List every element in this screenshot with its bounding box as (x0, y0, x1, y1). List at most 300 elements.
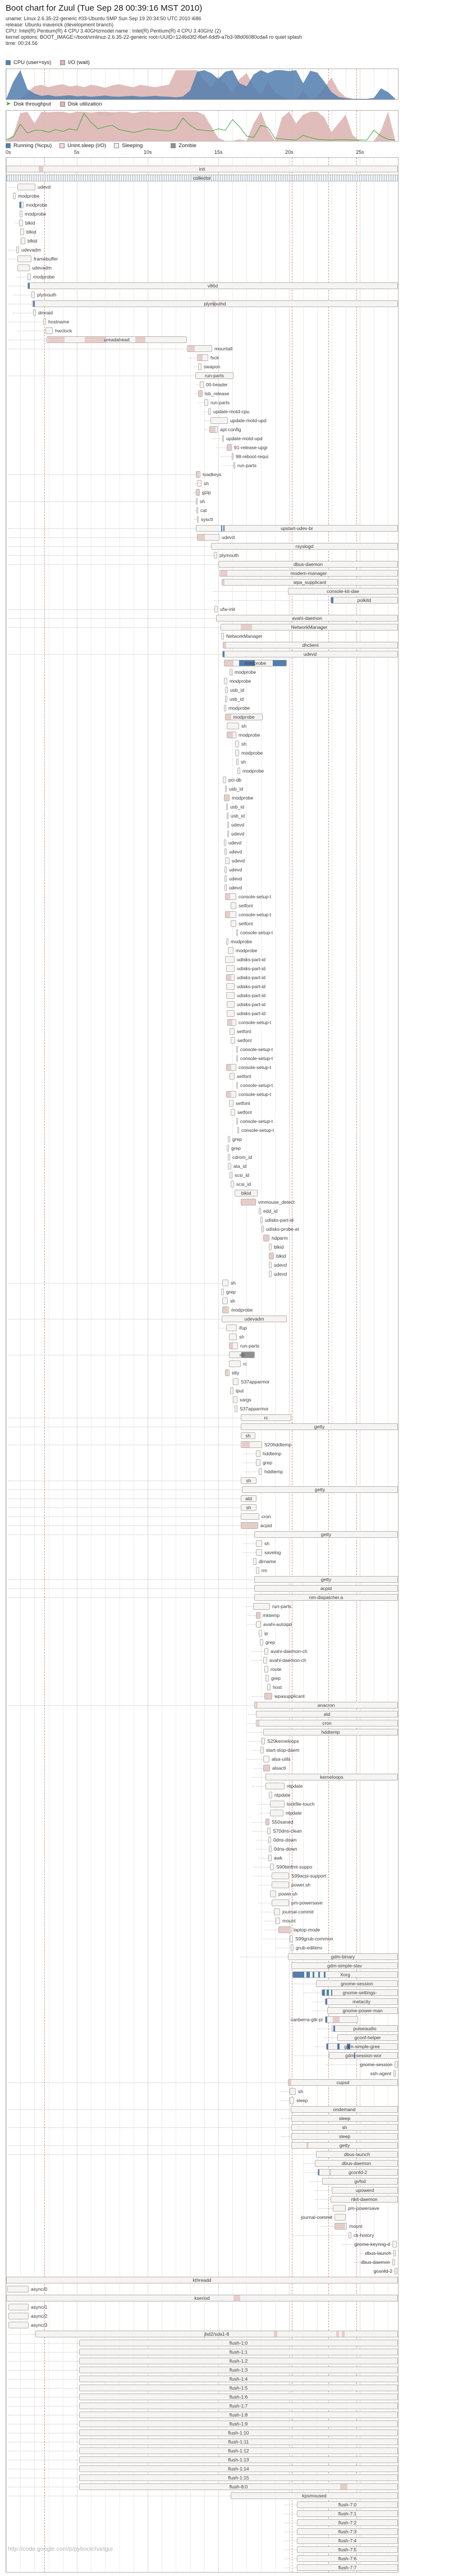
process-bar (268, 1837, 271, 1843)
process-bar (235, 1405, 237, 1412)
process-bar (226, 1324, 237, 1331)
process-label: kseriod (194, 2295, 210, 2301)
process-label: pm-powersave (348, 2205, 379, 2211)
process-bar (226, 1064, 236, 1071)
process-row (6, 497, 398, 506)
process-row (6, 506, 398, 515)
process-bar (290, 2097, 294, 2104)
process-bar (225, 956, 235, 963)
process-bar (230, 1172, 232, 1179)
process-row (6, 1503, 398, 1512)
dependency-leader-line (252, 1660, 263, 1661)
process-row (6, 2464, 398, 2473)
dependency-leader-line (252, 1822, 265, 1823)
process-label: gdm-session-wor (345, 2053, 382, 2058)
process-row (6, 443, 398, 452)
process-label: plymouth (37, 292, 57, 298)
process-bar (227, 723, 239, 729)
process-row (6, 874, 398, 883)
process-label: gnome-keyring-d (354, 2241, 390, 2247)
process-label: gconfd-2 (348, 2169, 368, 2175)
process-label: console-setup-t (239, 1020, 272, 1025)
kernel-options-line: kernel options: BOOT_IMAGE=/boot/vmlinuz-2.6.35-22-generic root=UUID=1246d3f2-f6ef-4dd9-a7b3-98d06080cda4 ro quiet splash (6, 34, 303, 40)
process-row (6, 1045, 398, 1054)
process-row (6, 2446, 398, 2455)
axis-tick-25s: 25s (356, 149, 364, 155)
process-row (6, 1000, 398, 1009)
process-label: dbus-daemon (342, 2161, 371, 2166)
process-bar (226, 803, 228, 810)
process-bar (13, 193, 16, 199)
process-row (6, 1296, 398, 1305)
process-row (6, 2374, 398, 2383)
process-bar (225, 785, 227, 792)
process-row (6, 263, 398, 272)
process-row (6, 1880, 398, 1889)
process-bar (224, 705, 226, 711)
process-label: savelog (264, 1550, 281, 1555)
process-label: async/3 (31, 2322, 48, 2328)
process-row (6, 695, 398, 704)
process-bar (236, 929, 238, 936)
process-label: hostname (48, 319, 70, 325)
process-label: console-setup-t (240, 1047, 273, 1052)
process-bar (236, 759, 239, 765)
process-row (6, 910, 398, 919)
dependency-leader-line (304, 2163, 315, 2164)
process-label: kpsmoused (302, 2493, 327, 2499)
process-row (6, 2285, 398, 2294)
dependency-leader-line (243, 1552, 256, 1553)
process-bar (226, 1091, 236, 1098)
process-label: async/2 (31, 2313, 48, 2319)
process-bar (227, 1001, 235, 1008)
process-label: hddtemp (264, 1469, 283, 1474)
process-label: sh (342, 2125, 347, 2130)
process-label: cat (200, 508, 207, 513)
state-segment-p (188, 346, 195, 351)
process-bar (262, 1226, 264, 1232)
process-row (6, 1108, 398, 1117)
dependency-leader-line (8, 2145, 291, 2146)
process-bar (228, 1136, 230, 1143)
process-row (6, 1323, 398, 1332)
process-bar (256, 1549, 262, 1556)
process-row (6, 2033, 398, 2042)
process-row (6, 1674, 398, 1683)
process-bar (222, 1307, 229, 1313)
process-label: modprobe (244, 660, 267, 666)
process-label: flush-7:3 (338, 2529, 357, 2534)
axis-tick-15s: 15s (214, 149, 223, 155)
process-bar (241, 1199, 256, 1205)
process-row (6, 1826, 398, 1835)
process-row (6, 1009, 398, 1018)
process-row (6, 2024, 398, 2033)
process-bar (236, 1055, 238, 1062)
process-row (6, 1791, 398, 1799)
process-bar (269, 1262, 272, 1268)
process-label: flush-7:2 (338, 2520, 357, 2525)
process-label: 0dns-down (273, 1837, 297, 1843)
process-label: flush-1:8 (229, 2412, 248, 2418)
process-row (6, 1144, 398, 1153)
process-bar (196, 507, 198, 514)
state-segment-p (242, 1442, 250, 1447)
dependency-leader-line (8, 2082, 288, 2083)
page-title: Boot chart for Zuul (Tue Sep 28 00:39:16 MST 2010) (6, 3, 203, 13)
process-label: setfont (236, 1100, 250, 1106)
process-bar (20, 211, 22, 217)
state-segment-b (326, 2017, 327, 2022)
process-label: cron (322, 1720, 332, 1726)
process-label: run-parts (240, 1343, 260, 1349)
process-row (6, 1728, 398, 1737)
process-row (6, 892, 398, 901)
process-row (6, 2500, 398, 2509)
process-label: NetworkManager (226, 633, 263, 639)
process-bar (393, 2250, 396, 2257)
process-bar (197, 534, 219, 541)
state-segment-p (256, 1613, 260, 1618)
process-label: hddtemp (263, 1451, 282, 1456)
process-row (6, 1970, 398, 1979)
process-label: flush-1:10 (228, 2430, 249, 2436)
dependency-leader-line (8, 2343, 79, 2344)
process-row (6, 1692, 398, 1701)
process-row (6, 165, 398, 173)
process-row (6, 2087, 398, 2096)
process-label: modprobe (231, 939, 253, 944)
process-row (6, 2303, 398, 2312)
process-bar (392, 2259, 395, 2266)
process-label: plymouth (219, 552, 239, 558)
state-segment-p (266, 1819, 269, 1825)
process-label: avahi-autoipd (263, 1622, 292, 1627)
dependency-leader-line (221, 456, 232, 457)
process-label: modprobe (26, 202, 48, 208)
process-row (6, 1925, 398, 1934)
process-row (6, 2401, 398, 2410)
process-label: flush-1:15 (228, 2475, 249, 2481)
process-label: modprobe (235, 669, 256, 675)
process-label: flush-8:0 (229, 2484, 248, 2490)
process-row (6, 1584, 398, 1593)
process-row (6, 2123, 398, 2132)
process-bar (232, 453, 233, 460)
dependency-leader-line (248, 1615, 256, 1616)
process-row (6, 2294, 398, 2303)
state-segment-p (227, 975, 231, 980)
process-label: metacity (352, 1999, 370, 2004)
process-label: S70dns-clean (273, 1828, 302, 1834)
process-row (6, 1799, 398, 1808)
process-label: mount (349, 2223, 363, 2229)
process-row (6, 1072, 398, 1081)
process-bar (21, 237, 25, 244)
process-label: flush-1:2 (229, 2358, 248, 2364)
process-bar (259, 1468, 262, 1475)
process-row (6, 578, 398, 587)
process-label: blkid (28, 238, 38, 244)
process-bar (231, 1181, 234, 1187)
process-bar (393, 2070, 396, 2077)
process-bar (253, 1558, 256, 1565)
process-label: avahi-daemon-ch (269, 1657, 306, 1663)
process-label: grep (265, 1639, 276, 1645)
dependency-leader-line (8, 528, 196, 529)
process-bar (270, 1890, 276, 1897)
process-bar (231, 1109, 235, 1116)
process-label: route (271, 1666, 282, 1672)
process-bar (222, 435, 224, 442)
zombie-swatch-icon (171, 143, 176, 148)
process-label: dirname (259, 1559, 276, 1564)
state-segment-p (227, 1091, 231, 1097)
process-label: flush-1:14 (228, 2466, 249, 2472)
dependency-leader-line (315, 2190, 332, 2191)
process-bar (225, 893, 236, 900)
process-bar (262, 1738, 265, 1744)
process-label: atd (245, 1496, 252, 1501)
process-row (6, 1808, 398, 1817)
process-bar (228, 1154, 230, 1161)
process-bar (241, 1513, 259, 1520)
process-bar (8, 2322, 29, 2328)
process-label: gzip (202, 490, 211, 495)
process-label: rc (243, 1361, 248, 1367)
process-label: console-setup-t (240, 1083, 273, 1088)
process-row (6, 704, 398, 712)
process-bar (260, 1639, 263, 1646)
process-row (6, 2563, 398, 2572)
cpu-usage-chart (6, 68, 398, 100)
process-bar (233, 1396, 237, 1403)
process-row (6, 1135, 398, 1144)
process-label: cupsd (336, 2080, 350, 2085)
dependency-leader-line (8, 1283, 222, 1284)
process-label: ntpdate (274, 1792, 291, 1798)
process-row (6, 1359, 398, 1368)
process-row (6, 1404, 398, 1413)
process-label: setfont (237, 1109, 252, 1115)
process-label: journal-commit (301, 2214, 332, 2220)
process-bar (256, 1450, 260, 1457)
process-row (6, 632, 398, 641)
process-bar (260, 1217, 263, 1223)
process-bar (210, 417, 228, 424)
process-label: udevd (38, 184, 51, 190)
process-row (6, 865, 398, 874)
process-row (6, 1027, 398, 1036)
process-bar (269, 1271, 272, 1277)
process-bar (7, 2286, 29, 2292)
process-label: blkid (241, 1190, 251, 1196)
process-label: init (199, 166, 205, 172)
process-bar (230, 1028, 235, 1035)
process-label: flush-1:9 (229, 2421, 248, 2427)
dependency-leader-line (318, 2208, 333, 2209)
process-row (6, 973, 398, 982)
uname-line: uname: Linux 2.6.35-22-generic #33-Ubuntu SMP Sun Sep 19 20:34:50 UTC 2010 i686 (6, 16, 201, 21)
process-row (6, 2177, 398, 2186)
process-row (6, 1216, 398, 1225)
dependency-leader-line (252, 1777, 265, 1778)
process-bar (227, 830, 229, 837)
process-row (6, 1395, 398, 1404)
process-row (6, 1934, 398, 1943)
process-bar (268, 1855, 272, 1861)
process-row (6, 659, 398, 668)
process-bar (225, 696, 227, 702)
dependency-leader-line (8, 1588, 254, 1589)
process-bar (226, 938, 228, 945)
process-row (6, 551, 398, 560)
process-label: mktemp (263, 1613, 280, 1618)
process-bar (270, 1864, 274, 1870)
process-label: console-setup-t (239, 894, 272, 899)
disk-utilization-legend-label: Disk utilization (67, 101, 102, 107)
process-row (6, 236, 398, 245)
process-row (6, 1494, 398, 1503)
process-label: gnome-session (360, 2062, 392, 2067)
process-label: lsb_release (205, 391, 230, 396)
dependency-leader-line (252, 1696, 264, 1697)
process-bar (224, 794, 230, 801)
process-label: update-motd-upd (226, 436, 263, 441)
process-row (6, 1305, 398, 1314)
process-bar (264, 1648, 268, 1655)
process-row (6, 1171, 398, 1180)
process-label: sleep (338, 2134, 351, 2139)
process-bar (235, 741, 239, 747)
process-row (6, 524, 398, 533)
process-bar (227, 812, 228, 819)
process-label: udisks-part-id (237, 1011, 266, 1016)
process-row (6, 802, 398, 811)
disk-chart (6, 110, 398, 141)
state-segment-p (227, 445, 231, 450)
process-bar (265, 1675, 269, 1682)
process-label: modprobe (239, 732, 260, 738)
process-row (6, 668, 398, 677)
time-axis (0, 149, 449, 156)
process-row (6, 542, 398, 551)
process-row (6, 1683, 398, 1692)
process-row (6, 461, 398, 470)
process-bar (224, 839, 226, 846)
process-label: modprobe (241, 750, 263, 756)
process-label: upstart-udev-br (281, 526, 313, 531)
process-row (6, 2518, 398, 2527)
process-row (6, 1710, 398, 1719)
process-row (6, 560, 398, 569)
process-bar (230, 1073, 235, 1080)
process-bar (229, 1100, 233, 1107)
process-label: run-parts (272, 1604, 292, 1609)
process-row (6, 928, 398, 937)
process-row (6, 2258, 398, 2267)
process-label: blkid (276, 1253, 286, 1259)
process-label: acpid (260, 1523, 272, 1528)
process-row (6, 641, 398, 650)
process-row (6, 2186, 398, 2195)
process-row (6, 1117, 398, 1126)
process-label: modprobe (25, 211, 47, 217)
process-label: ck-history (354, 2232, 374, 2238)
process-row (6, 775, 398, 784)
process-row (6, 1566, 398, 1575)
process-bar (208, 408, 211, 415)
process-row (6, 1054, 398, 1063)
process-label: blkid (26, 229, 36, 235)
process-row (6, 2168, 398, 2177)
process-bar (224, 678, 227, 684)
process-label: rsyslogd (295, 543, 314, 549)
process-label: gnome-settings- (342, 1990, 377, 1995)
process-bar (236, 1046, 238, 1053)
process-bar (200, 381, 204, 388)
process-bar (259, 1630, 262, 1637)
process-bar (263, 1657, 267, 1664)
process-label: hddtemp (321, 1729, 340, 1735)
process-row (6, 964, 398, 973)
process-label: setfont (239, 921, 253, 926)
process-bar (236, 1118, 238, 1125)
process-bar (227, 444, 232, 451)
process-row (6, 389, 398, 398)
process-row (6, 1773, 398, 1782)
process-label: udevadm (32, 265, 52, 271)
process-bar (290, 1935, 293, 1942)
process-row (6, 793, 398, 802)
process-row (6, 1656, 398, 1665)
dependency-leader-line (8, 1597, 254, 1598)
process-bar (222, 1298, 228, 1304)
process-row (6, 182, 398, 191)
process-row (6, 991, 398, 1000)
process-label: sh (298, 2089, 303, 2094)
process-label: getty (320, 1532, 332, 1537)
dependency-leader-line (8, 555, 214, 556)
unint-sleep-swatch-icon (59, 143, 65, 148)
process-label: udevadm (244, 1316, 264, 1322)
process-bar (256, 1612, 260, 1619)
process-bar (265, 1819, 269, 1825)
process-bar (256, 1621, 261, 1628)
process-label: v86d (207, 283, 218, 289)
process-row (6, 1889, 398, 1898)
process-bar (272, 1881, 289, 1888)
process-label: mount (282, 1918, 296, 1924)
process-bar (231, 902, 236, 909)
process-bar (17, 264, 30, 271)
state-segment-p (226, 1370, 228, 1376)
process-row (6, 1386, 398, 1395)
process-bar (221, 1289, 224, 1295)
process-label: sh (264, 1541, 269, 1546)
process-row (6, 1431, 398, 1440)
state-segment-p (196, 472, 199, 477)
process-label: vmmouse_detect (258, 1199, 295, 1205)
process-label: pulseaudio (353, 2026, 377, 2031)
process-row (6, 1782, 398, 1791)
process-label: flush-1:0 (229, 2340, 248, 2346)
process-label: setfont (237, 1029, 251, 1034)
process-row (6, 1225, 398, 1234)
process-bar (226, 974, 235, 981)
dependency-leader-line (8, 187, 17, 188)
